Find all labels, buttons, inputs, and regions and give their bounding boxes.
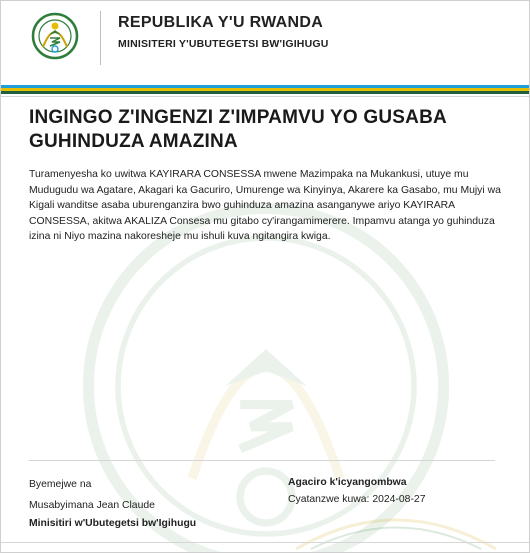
- issue-date: Cyatanzwe kuwa: 2024-08-27: [288, 494, 426, 505]
- approved-by-label: Byemejwe na: [29, 479, 92, 490]
- header-rule: [1, 96, 529, 97]
- flag-stripes: [1, 85, 529, 94]
- header-divider: [100, 11, 101, 65]
- letterhead: [1, 1, 529, 87]
- signature-rule: [29, 460, 495, 461]
- stamp-arc-icon: [291, 501, 501, 551]
- signer-name: Musabyimana Jean Claude: [29, 500, 155, 511]
- flag-green-stripe: [1, 91, 529, 94]
- signer-title: Minisitiri w'Ubutegetsi bw'Igihugu: [29, 518, 197, 529]
- footer-rule: [1, 542, 529, 543]
- rwanda-coat-of-arms-icon: [31, 11, 79, 61]
- document-body: Turamenyesha ko uwitwa KAYIRARA CONSESSA mwene Mazimpaka na Mukankusi, utuye mu Mudugudu wa Agatare, Akagari ka Gacuriro, Umurenge wa Kinyinya, Akarere ka Gasabo, mu Mujyi wa Kigali wanditse asaba uburenganzira bwo guhinduza amazina asanganywe ariyo KAYIRARA CONSESSA, akitwa AKALIZA Consesa mu gitabo cy'irangamimerere. Impamvu atanga yo guhinduza izina ni Niyo mazina nakoresheje mu ishuli kuva ngitangira kwiga.: [29, 169, 501, 243]
- republic-name: REPUBLIKA Y'U RWANDA: [118, 14, 324, 31]
- ministry-name: MINISITERI Y'UBUTEGETSI BW'IGIHUGU: [118, 38, 329, 50]
- document-title: INGINGO Z'INGENZI Z'IMPAMVU YO GUSABA GUHINDUZA AMAZINA: [29, 107, 447, 152]
- validity-label: Agaciro k'icyangombwa: [288, 477, 407, 488]
